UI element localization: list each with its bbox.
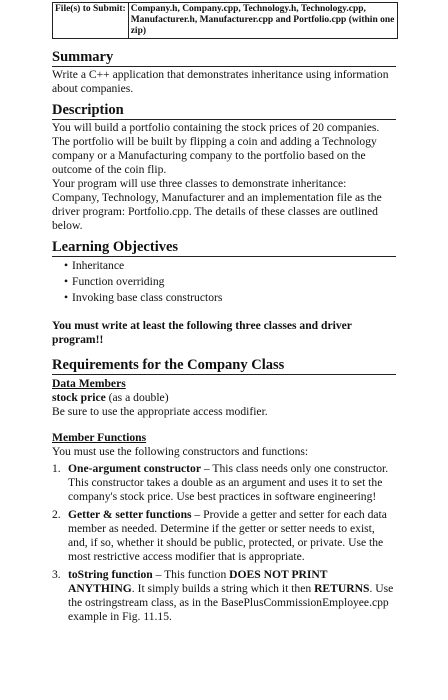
files-to-submit-table [52, 2, 398, 39]
data-member-line [52, 391, 396, 405]
files-value: Company.h, Company.cpp, Technology.h, Technology.cpp, Manufacturer.h, Manufacturer.cpp and Portfolio.cpp (within one zip) [130, 4, 395, 36]
summary-text: Write a C++ application that demonstrates inheritance using information about companies. [52, 68, 389, 95]
description-section [52, 102, 396, 233]
item-number: 2. [52, 508, 61, 521]
item-emphasis: RETURNS [314, 582, 370, 595]
item-body: – This function [152, 568, 230, 581]
item-body: . It simply builds a string which it then [131, 582, 315, 595]
item-title: Getter & setter functions [68, 508, 192, 521]
summary-section [52, 49, 396, 96]
data-member-type: (as a double) [105, 391, 169, 404]
requirements-section [52, 357, 396, 624]
item-text [68, 462, 396, 504]
item-emphasis: DOES NOT PRINT ANYTHING [68, 568, 328, 595]
list-item: • Function overriding [64, 275, 396, 289]
description-paragraph-2: Your program will use three classes to demonstrate inheritance: Company, Technology, Manufacturer and an implementation file as the driver program: Portfolio.cpp. The details of these classes are outlined below. [52, 177, 382, 232]
item-body: . Use the ostringstream class, as in the BasePlusCommissionEmployee.cpp example in Fig. 11.15. [68, 582, 394, 623]
item-number: 3. [52, 568, 61, 581]
item-body: – This class needs only one constructor. This constructor takes a double as an argument and uses it to set the company's stock price. Use best practices in software engineering! [68, 462, 389, 503]
list-item: • Invoking base class constructors [64, 291, 396, 305]
list-item [52, 508, 396, 564]
description-heading: Description [52, 102, 396, 120]
item-title: toString function [68, 568, 153, 581]
item-number: 1. [52, 462, 61, 475]
objectives-section [52, 239, 396, 305]
access-note: Be sure to use the appropriate access modifier. [52, 405, 268, 418]
item-text [68, 508, 396, 564]
document-body [52, 49, 396, 628]
list-item: • Inheritance [64, 259, 396, 273]
files-label: File(s) to Submit: [53, 3, 129, 38]
objectives-list [52, 259, 396, 305]
data-members-heading: Data Members [52, 377, 126, 390]
list-item [52, 568, 396, 624]
member-functions-heading: Member Functions [52, 431, 147, 444]
item-title: One-argument constructor [68, 462, 201, 475]
member-functions-intro: You must use the following constructors and functions: [52, 445, 309, 458]
list-item [52, 462, 396, 504]
requirements-heading: Requirements for the Company Class [52, 357, 396, 375]
description-paragraph-1: You will build a portfolio containing the stock prices of 20 companies. The portfolio will be built by flipping a coin and adding a Technology company or a Manufacturing company to the portfolio based on the outcome of the coin flip. [52, 121, 380, 176]
must-write-note: You must write at least the following three classes and driver program!! [52, 319, 352, 346]
summary-heading: Summary [52, 49, 396, 67]
objectives-heading: Learning Objectives [52, 239, 396, 257]
item-body: – Provide a getter and setter for each data member as needed. Determine if the getter or setter needs to exist, and, if so, whether it should be public, protected, or private. Use the most restrictive access modifier that is appropriate. [68, 508, 387, 563]
data-member-name: stock price [52, 391, 106, 404]
item-text [68, 568, 396, 624]
requirements-list [52, 462, 396, 624]
